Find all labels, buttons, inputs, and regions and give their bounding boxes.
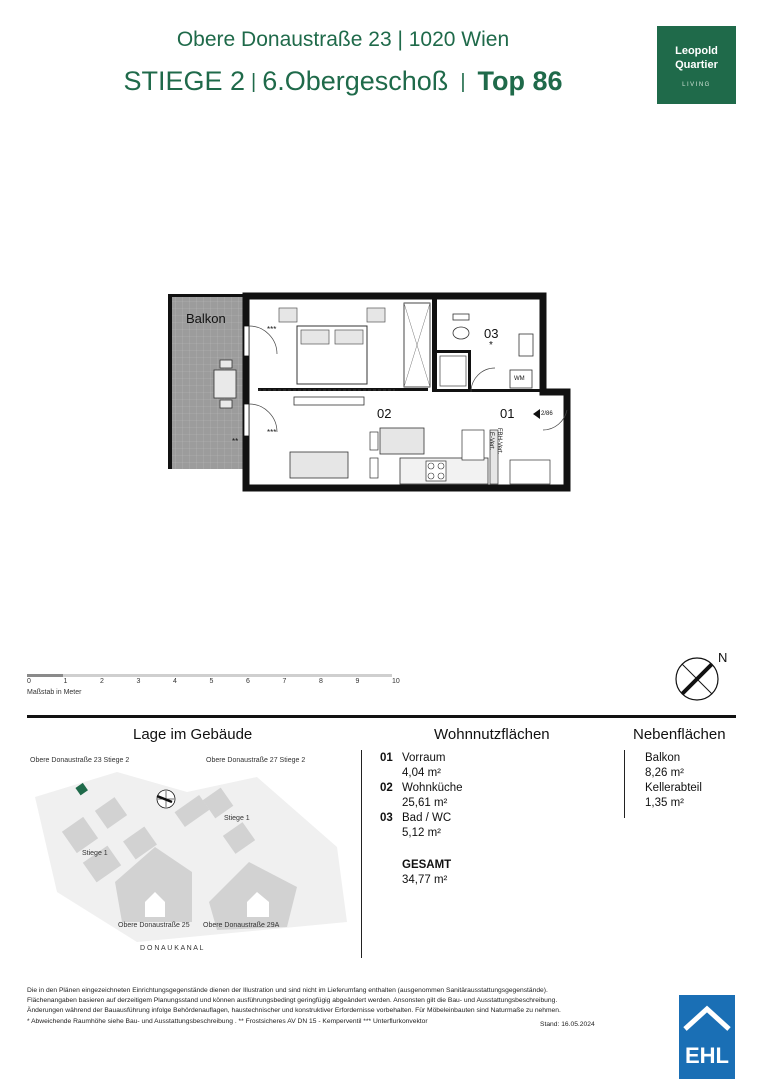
disclaimer-line: Die in den Plänen eingezeichneten Einrichtungsgegenstände dienen der Illustration und sind nicht im Lieferumfang enthalten (ausgenommen Sanitärausstattungsgegenstände). <box>27 987 548 994</box>
fbh-label: FBH-Vert. <box>496 428 502 455</box>
disclaimer-line: * Abweichende Raumhöhe siehe Bau- und Ausstattungsbeschreibung . ** Frostsicheres AV DN 15 - Kemperventil *** Unterflurkonvektor <box>27 1017 428 1025</box>
logo-line3: LIVING <box>682 82 711 88</box>
scale-tick-label: 10 <box>392 678 400 685</box>
room-03-star: * <box>489 340 493 351</box>
top-number: Top 86 <box>477 66 563 96</box>
neben-name: Kellerabteil <box>645 782 702 794</box>
scale-tick-label: 4 <box>173 678 177 685</box>
site-map <box>27 752 357 957</box>
neben-heading: Nebenflächen <box>633 726 726 743</box>
total-label: GESAMT <box>402 859 452 871</box>
disclaimer <box>27 986 617 1027</box>
neben-area: 8,26 m² <box>645 767 684 779</box>
scale-tick-label: 7 <box>282 678 287 685</box>
scale-tick-label: 3 <box>136 678 141 685</box>
room-01-label: 01 <box>500 406 515 421</box>
north-label: N <box>718 650 728 665</box>
canal-label: D O N A U K A N A L <box>140 945 204 952</box>
room-number: 03 <box>380 812 393 824</box>
room-name: Bad / WC <box>402 812 452 824</box>
room-03-label: 03 <box>484 326 499 341</box>
neben-area: 1,35 m² <box>645 797 684 809</box>
stand-date: Stand: 16.05.2024 <box>540 1021 595 1028</box>
column-divider <box>624 750 625 818</box>
room-entry <box>380 781 463 811</box>
ehl-logo <box>679 995 735 1079</box>
separator: | <box>460 71 466 93</box>
note-2star: ** <box>232 437 239 446</box>
logo-line1: Leopold <box>675 45 718 57</box>
room-area: 25,61 m² <box>402 797 448 809</box>
room-number: 02 <box>380 782 393 794</box>
scale-tick-label: 2 <box>100 678 104 685</box>
stair-label: STIEGE 2 <box>123 66 245 96</box>
room-name: Wohnküche <box>402 782 463 794</box>
scale-tick-label: 1 <box>63 678 68 685</box>
room-02-label: 02 <box>377 406 392 421</box>
lage-heading: Lage im Gebäude <box>133 726 253 743</box>
room-area: 5,12 m² <box>402 827 441 839</box>
address-heading: Obere Donaustraße 23 | 1020 Wien <box>176 28 510 51</box>
scale-label: Maßstab in Meter <box>27 689 82 696</box>
site-label: Obere Donaustraße 25 <box>118 922 190 929</box>
scale-bar <box>0 0 400 700</box>
room-area: 4,04 m² <box>402 767 441 779</box>
site-label: Obere Donaustraße 27 Stiege 2 <box>206 757 306 764</box>
total-area: 34,77 m² <box>402 874 448 886</box>
wm-label: WM <box>514 376 525 382</box>
wohnnutz-heading: Wohnnutzflächen <box>434 726 550 743</box>
scale-tick-label: 0 <box>27 678 31 685</box>
note-3star: *** <box>267 428 277 437</box>
site-label: Stiege 1 <box>224 815 250 822</box>
unit-marker: 2/86 <box>541 411 553 417</box>
balcony-label: Balkon <box>186 311 226 326</box>
room-number: 01 <box>380 752 393 764</box>
scale-tick-label: 8 <box>319 678 323 685</box>
neben-entry <box>645 751 684 781</box>
scale-tick-label: 6 <box>246 678 250 685</box>
disclaimer-line: Änderungen während der Bauausführung infolge Behördenauflagen, haustechnischer und konstruktiver Erfordernisse vorbehalten. Für Möbeleinbauten sind Naturmaße zu nehmen. <box>27 1007 561 1015</box>
note-3star: *** <box>267 325 277 334</box>
ehl-text: EHL <box>685 1043 729 1068</box>
room-entry <box>380 811 451 841</box>
evert-label: E-Vert. <box>488 432 494 451</box>
scale-tick-label: 9 <box>355 678 360 685</box>
site-label: Obere Donaustraße 23 Stiege 2 <box>30 757 130 764</box>
room-entry <box>380 751 445 781</box>
room-name: Vorraum <box>402 752 446 764</box>
neben-name: Balkon <box>645 752 681 764</box>
floor-label: 6.Obergeschoß <box>262 66 449 96</box>
section-divider <box>27 715 736 718</box>
logo-line2: Quartier <box>675 59 718 71</box>
column-divider <box>361 750 362 958</box>
scale-tick-label: 5 <box>209 678 214 685</box>
disclaimer-line: Flächenangaben basieren auf derzeitigem Planungsstand und können ausführungsbedingt geringfügig abgeändert werden. Ansonsten gilt die Bau- und Ausstattungsbeschreibung. <box>27 997 558 1005</box>
total-entry <box>402 858 451 888</box>
site-label: Stiege 1 <box>82 850 108 857</box>
neben-entry <box>645 781 702 811</box>
separator: | <box>251 71 257 93</box>
site-label: Obere Donaustraße 29A <box>203 922 280 929</box>
